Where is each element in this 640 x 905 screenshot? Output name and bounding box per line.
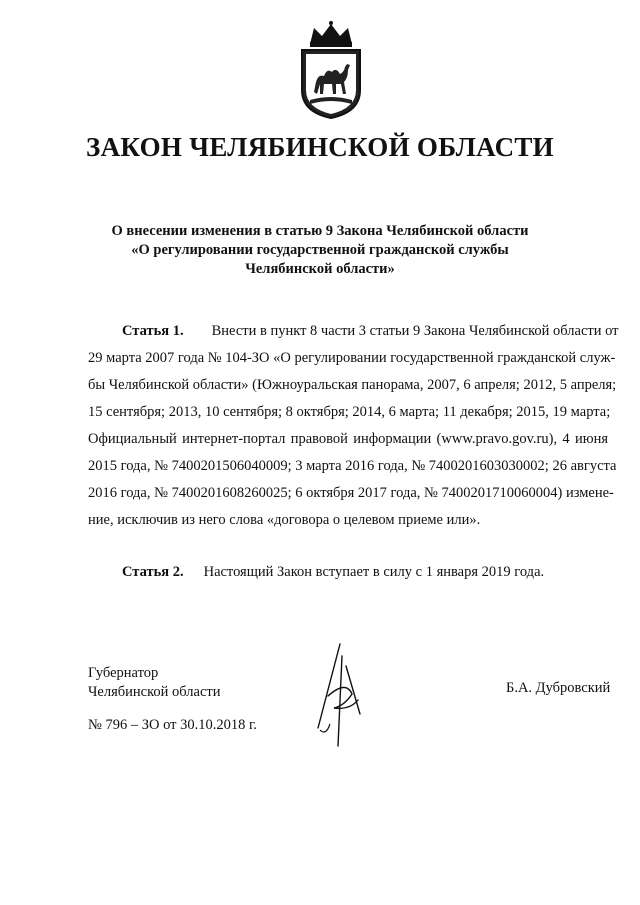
coat-of-arms-emblem — [296, 20, 366, 120]
article-1-line: 29 марта 2007 года № 104-ЗО «О регулировании государственной гражданской служ- — [88, 350, 616, 366]
handwritten-signature — [300, 636, 380, 756]
subtitle-line: О внесении изменения в статью 9 Закона Челябинской области — [111, 223, 529, 239]
subtitle-line: «О регулировании государственной гражданской службы — [131, 242, 509, 258]
article-1-line: бы Челябинской области» (Южноуральская панорама, 2007, 6 апреля; 2012, 5 апреля; — [88, 377, 617, 393]
law-subtitle — [90, 222, 550, 279]
article-1-text: Внести в пункт 8 части 3 статьи 9 Закона Челябинской области от — [211, 323, 619, 339]
article-1-line: 2016 года, № 7400201608260025; 6 октября 2017 года, № 7400201710060004) измене- — [88, 485, 614, 501]
article-2 — [122, 564, 544, 581]
article-1-first-line — [88, 318, 619, 345]
article-1-line: 15 сентября; 2013, 10 сентября; 8 октября; 2014, 6 марта; 11 декабря; 2015, 19 марта; — [88, 404, 611, 420]
article-1-line: Официальный интернет-портал правовой информации (www.pravo.gov.ru), 4 июня — [88, 431, 608, 447]
article-1-line: ние, исключив из него слова «договора о целевом приеме или». — [88, 512, 481, 528]
governor-name: Б.А. Дубровский — [506, 680, 611, 696]
governor-region: Челябинской области — [88, 684, 221, 700]
law-number-date: № 796 – ЗО от 30.10.2018 г. — [88, 717, 257, 733]
article-2-text: Настоящий Закон вступает в силу с 1 января 2019 года. — [203, 564, 545, 580]
governor-title — [88, 664, 221, 702]
article-1-heading: Статья 1. — [122, 323, 184, 339]
document-title: ЗАКОН ЧЕЛЯБИНСКОЙ ОБЛАСТИ — [86, 132, 554, 162]
article-1-line: 2015 года, № 7400201506040009; 3 марта 2016 года, № 7400201603030002; 26 августа — [88, 458, 617, 474]
article-1 — [88, 318, 619, 534]
governor-position: Губернатор — [88, 665, 159, 681]
article-2-heading: Статья 2. — [122, 564, 184, 580]
subtitle-line: Челябинской области» — [245, 261, 395, 277]
